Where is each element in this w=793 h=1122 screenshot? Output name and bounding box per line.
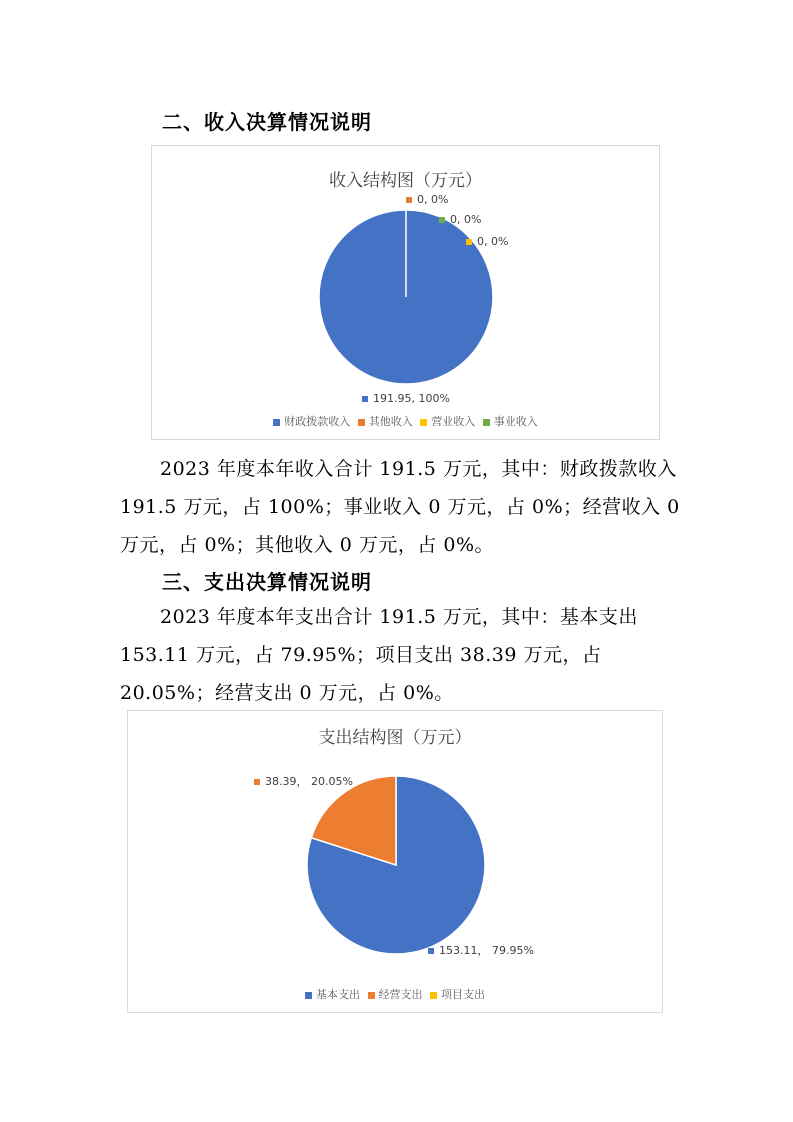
legend-item-operating: 营业收入 bbox=[420, 413, 475, 429]
orange-swatch-icon bbox=[254, 779, 260, 785]
income-chart-title: 收入结构图（万元） bbox=[329, 171, 482, 191]
income-paragraph: 2023 年度本年收入合计 191.5 万元，其中：财政拨款收入 191.5 万元，占 100%；事业收入 0 万元，占 0%；经营收入 0 万元，占 0%；其他收入 0 万元，占 0%。 bbox=[120, 458, 680, 556]
expense-legend bbox=[128, 986, 662, 1002]
legend-item-basic: 基本支出 bbox=[305, 986, 360, 1002]
blue-swatch-icon bbox=[305, 992, 312, 999]
legend-item-other: 其他收入 bbox=[358, 413, 413, 429]
yellow-swatch-icon bbox=[420, 419, 427, 426]
income-legend bbox=[152, 413, 659, 429]
yellow-swatch-icon bbox=[430, 992, 437, 999]
legend-item-project: 项目支出 bbox=[430, 986, 485, 1002]
section-heading-income: 二、收入决算情况说明 bbox=[162, 110, 372, 134]
income-label-business: 0, 0% bbox=[439, 213, 481, 226]
income-label-fiscal: 191.95, 100% bbox=[362, 392, 450, 405]
yellow-swatch-icon bbox=[466, 239, 472, 245]
orange-swatch-icon bbox=[406, 197, 412, 203]
expense-pie-svg bbox=[128, 711, 662, 1012]
green-swatch-icon bbox=[439, 217, 445, 223]
expense-chart-title: 支出结构图（万元） bbox=[318, 728, 472, 748]
blue-swatch-icon bbox=[362, 396, 368, 402]
blue-swatch-icon bbox=[273, 419, 280, 426]
legend-item-operating-exp: 经营支出 bbox=[368, 986, 423, 1002]
legend-item-fiscal: 财政拨款收入 bbox=[273, 413, 350, 429]
income-chart bbox=[151, 145, 660, 440]
orange-swatch-icon bbox=[368, 992, 375, 999]
expense-label-basic: 153.11， 79.95% bbox=[428, 942, 534, 958]
income-label-other: 0, 0% bbox=[406, 193, 448, 206]
expense-paragraph: 2023 年度本年支出合计 191.5 万元，其中：基本支出 153.11 万元，占 79.95%；项目支出 38.39 万元，占 20.05%；经营支出 0 万元，占 0%。 bbox=[120, 606, 638, 704]
blue-swatch-icon bbox=[428, 948, 434, 954]
expense-chart bbox=[127, 710, 663, 1013]
expense-label-project: 38.39， 20.05% bbox=[254, 773, 353, 789]
orange-swatch-icon bbox=[358, 419, 365, 426]
legend-item-business: 事业收入 bbox=[483, 413, 538, 429]
section-heading-expense: 三、支出决算情况说明 bbox=[162, 570, 372, 594]
green-swatch-icon bbox=[483, 419, 490, 426]
income-label-operating: 0, 0% bbox=[466, 235, 508, 248]
